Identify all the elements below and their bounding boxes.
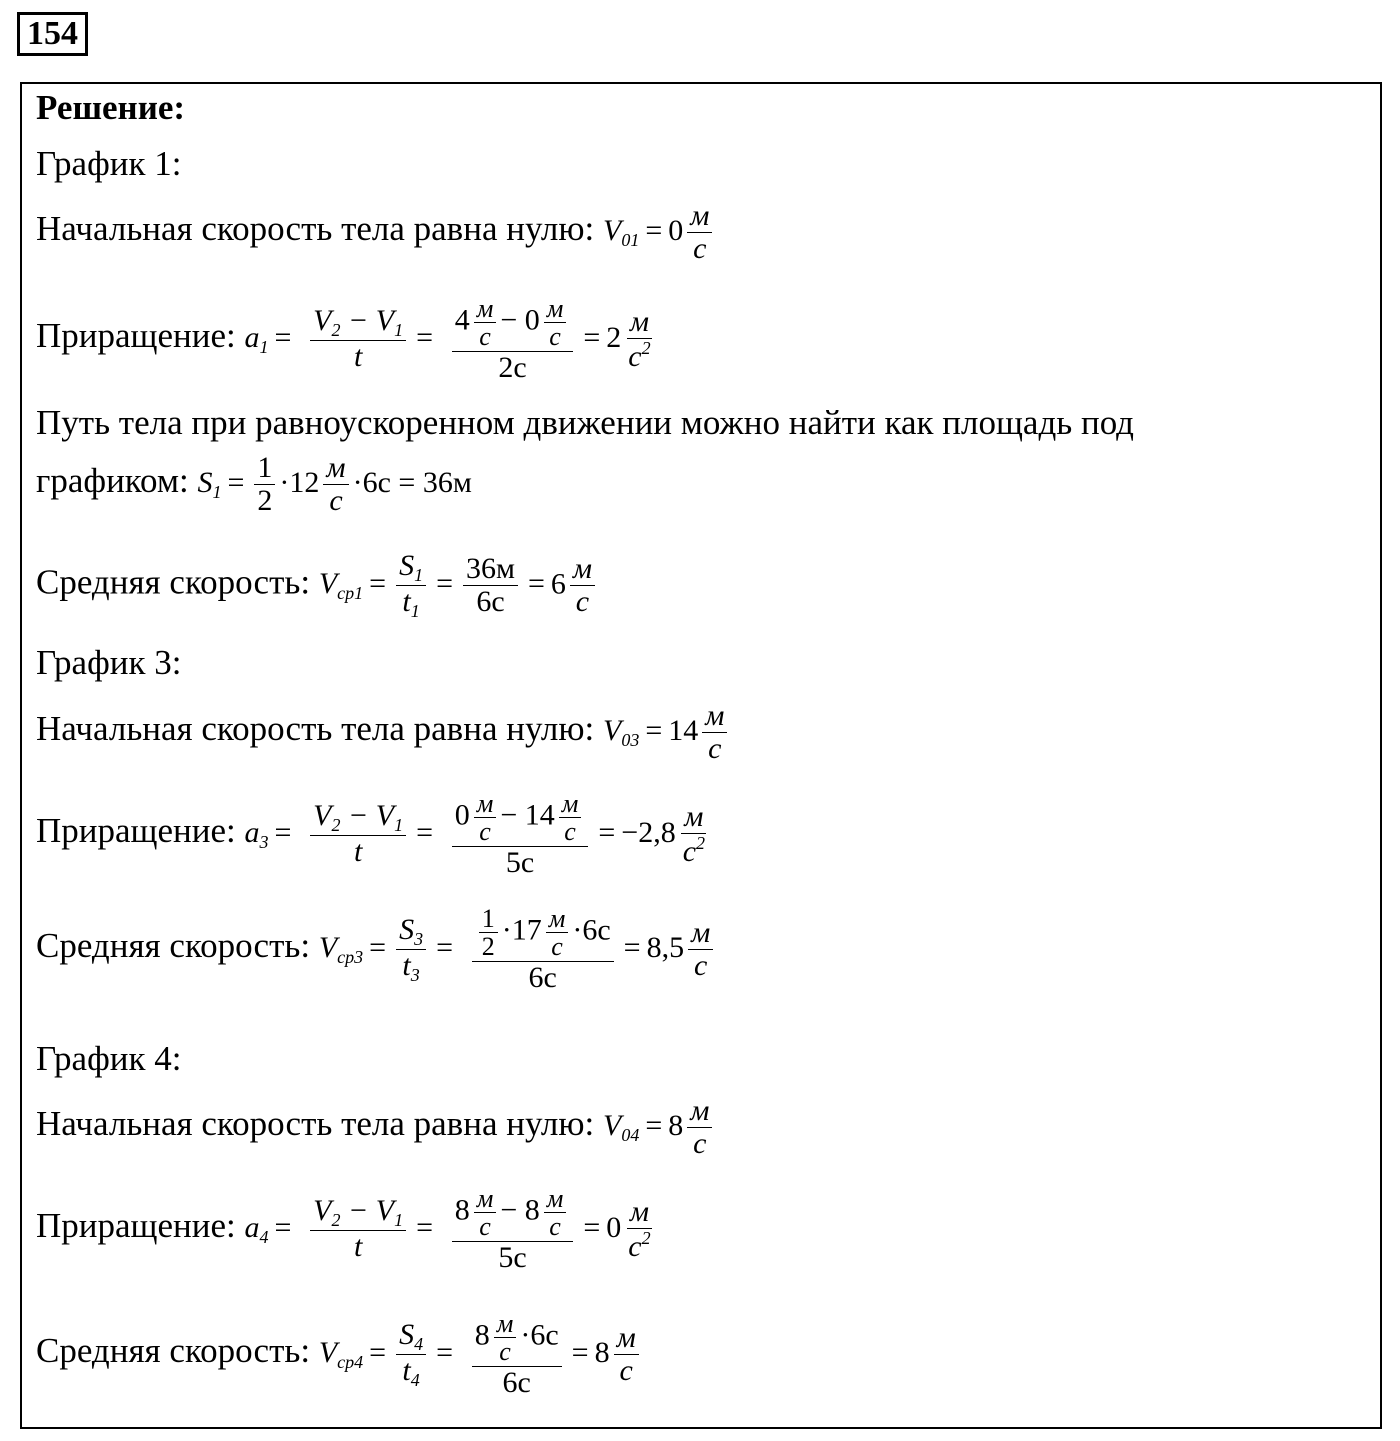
label-initial-velocity: Начальная скорость тела равна нулю: [36, 709, 595, 749]
label-initial-velocity: Начальная скорость тела равна нулю: [36, 1104, 595, 1144]
graph-3-initial-velocity: Начальная скорость тела равна нулю: $V_{03} = 14$ м с [36, 700, 731, 764]
graph-3-average-velocity: Средняя скорость: $V_{ср3}$ = $\frac{S_3}{t_3}$ = $\frac{1}{2}$ ·17 м с ·6с 6с = 8,5 м с [36, 905, 717, 993]
label-acceleration: Приращение: [36, 316, 236, 356]
graph-4-title: График 4: [36, 1039, 182, 1078]
graph-4-average-velocity: Средняя скорость: $V_{ср4}$ = $\frac{S_4}{t_4}$ = 8 м с ·6с 6с = 8 м с [36, 1310, 643, 1398]
graph-3-acceleration: Приращение: $a_3$ = $\frac{V_2 - V_1}{t}$ = 0 м с − 14 м с 5с = −2,8 м $с^2$ [36, 789, 706, 879]
graph-1-average-velocity: Средняя скорость: $V_{ср1}$ = $\frac{S_1}{t_1}$ = 36м 6с = 6 м с [36, 550, 599, 621]
solution-heading: Решение: [36, 88, 186, 127]
graph-1-path: графиком: $S_1$ = $\frac{1}{2}$ ·12 м с ·6с = 36м [36, 451, 472, 517]
label-average-velocity: Средняя скорость: [36, 926, 311, 966]
graph-3-title: График 3: [36, 643, 182, 682]
graph-1-initial-velocity: Начальная скорость тела равна нулю: $V_{01} = 0$ м с [36, 200, 716, 264]
label-average-velocity: Средняя скорость: [36, 1331, 311, 1371]
label-graph: графиком: [36, 461, 189, 501]
graph-1-acceleration: Приращение: $a_1$ = $\frac{V_2 - V_1}{t}$ = 4 м с − 0 м с 2с = 2 м $с^2$ [36, 294, 651, 384]
problem-number: 154 [17, 12, 88, 56]
graph-1-title: График 1: [36, 144, 182, 183]
graph-4-acceleration: Приращение: $a_4$ = $\frac{V_2 - V_1}{t}$ = 8 м с − 8 м с 5с = 0 м $с^2$ [36, 1184, 651, 1274]
label-acceleration: Приращение: [36, 811, 236, 851]
label-average-velocity: Средняя скорость: [36, 562, 311, 602]
label-initial-velocity: Начальная скорость тела равна нулю: [36, 209, 595, 249]
graph-4-initial-velocity: Начальная скорость тела равна нулю: $V_{04} = 8$ м с [36, 1095, 716, 1159]
label-acceleration: Приращение: [36, 1206, 236, 1246]
path-text-line-1: Путь тела при равноускоренном движении можно найти как площадь под [36, 403, 1134, 442]
